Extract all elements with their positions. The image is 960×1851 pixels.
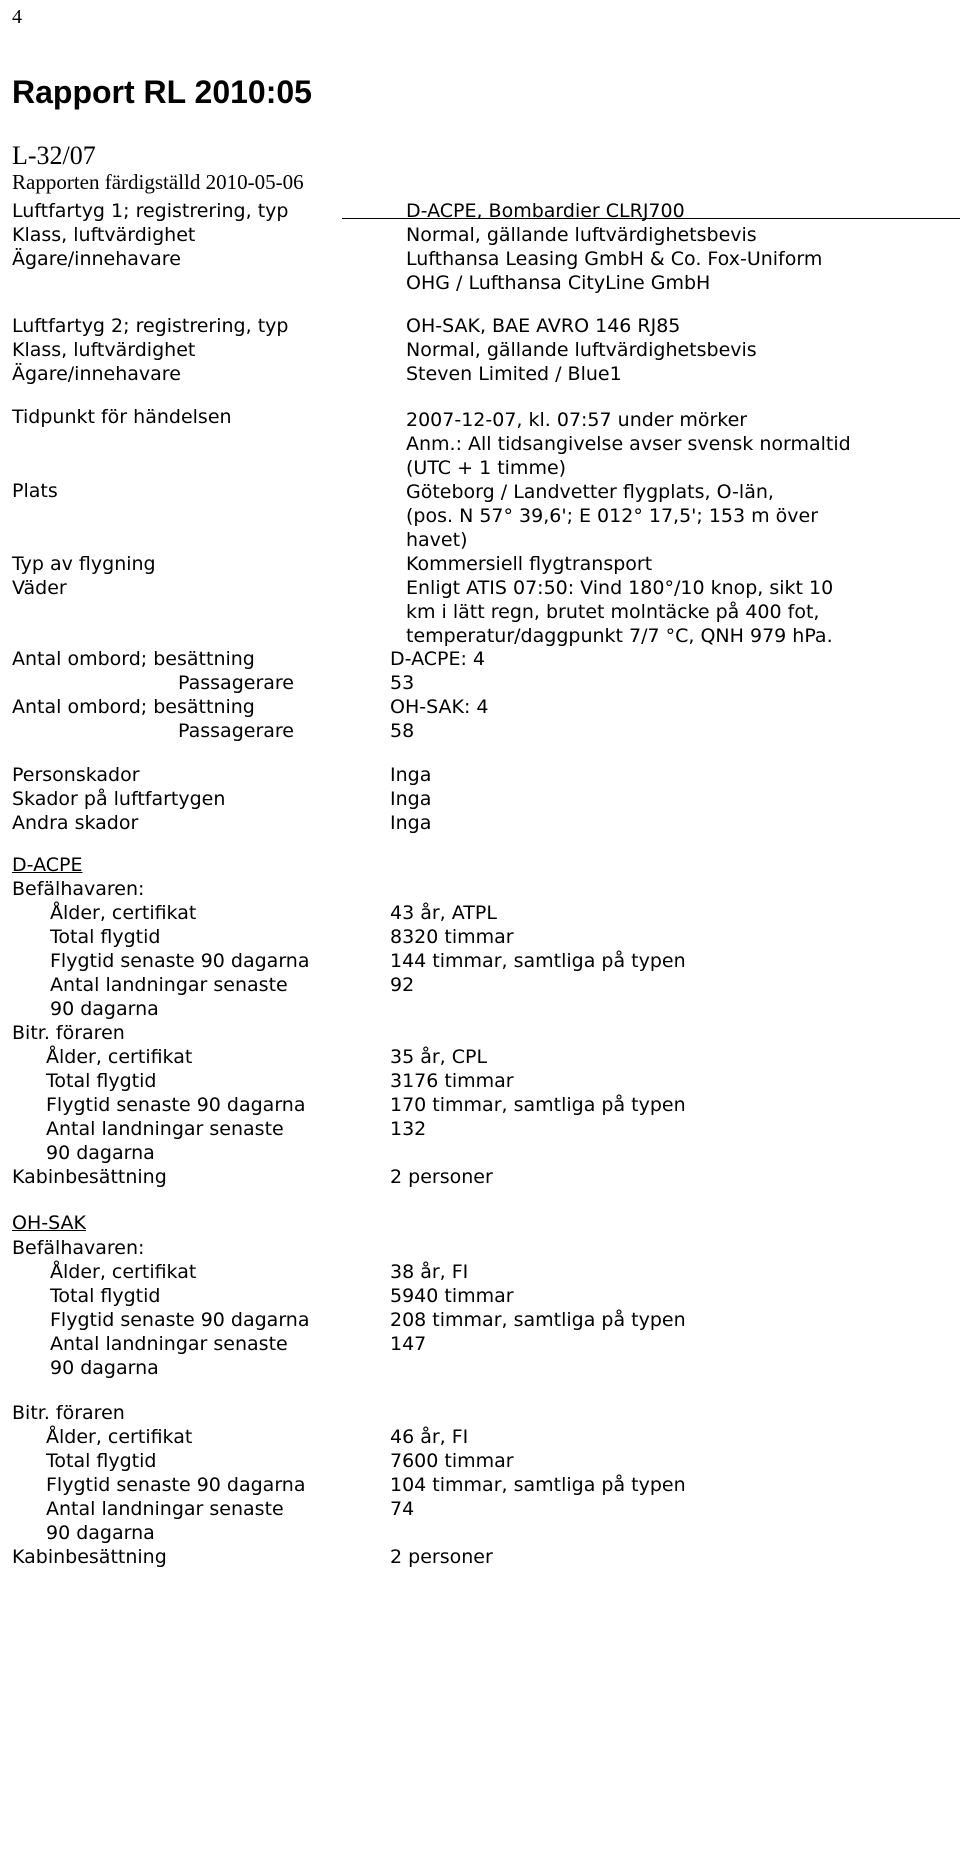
other-damage-label: Andra skador	[12, 812, 139, 834]
onboard-sak-passengers-label: Passagerare	[178, 720, 294, 742]
sak-commander-total-label: Total flygtid	[50, 1285, 161, 1307]
acpe-cabin-label: Kabinbesättning	[12, 1166, 167, 1188]
sak-commander-landings-label-1: Antal landningar senaste	[50, 1333, 288, 1355]
injuries-label: Personskador	[12, 764, 140, 786]
weather-value-3: temperatur/daggpunkt 7/7 °C, QNH 979 hPa.	[406, 625, 833, 647]
acpe-copilot-total: 3176 timmar	[390, 1070, 514, 1092]
aircraft2-owner-value: Steven Limited / Blue1	[406, 363, 622, 385]
completion-date: Rapporten färdigställd 2010-05-06	[12, 170, 304, 194]
aircraft2-reg-value: OH-SAK, BAE AVRO 146 RJ85	[406, 315, 681, 337]
sak-commander-heading: Befälhavaren:	[12, 1237, 145, 1259]
sak-commander-landings-label-2: 90 dagarna	[50, 1357, 159, 1379]
sak-commander-age-label: Ålder, certifikat	[50, 1261, 197, 1283]
onboard-sak-crew: OH-SAK: 4	[390, 696, 489, 718]
sak-copilot-age-label: Ålder, certifikat	[46, 1426, 193, 1448]
event-time-label: Tidpunkt för händelsen	[12, 406, 232, 428]
aircraft1-reg-label: Luftfartyg 1; registrering, typ	[12, 200, 289, 222]
onboard-acpe-crew: D-ACPE: 4	[390, 648, 485, 670]
acpe-commander-age: 43 år, ATPL	[390, 902, 497, 924]
flight-type-label: Typ av flygning	[12, 553, 156, 575]
acpe-heading: D-ACPE	[12, 854, 83, 876]
sak-heading: OH-SAK	[12, 1212, 86, 1234]
event-time-note-2: (UTC + 1 timme)	[406, 457, 567, 479]
aircraft1-reg-value: D-ACPE, Bombardier CLRJ700	[406, 200, 685, 222]
acpe-copilot-age: 35 år, CPL	[390, 1046, 488, 1068]
aircraft-damage-value: Inga	[390, 788, 432, 810]
acpe-commander-total: 8320 timmar	[390, 926, 514, 948]
event-time-value: 2007-12-07, kl. 07:57 under mörker	[406, 409, 748, 431]
acpe-copilot-landings-label-2: 90 dagarna	[46, 1142, 155, 1164]
aircraft-damage-label: Skador på luftfartygen	[12, 788, 226, 810]
place-value-2: (pos. N 57° 39,6'; E 012° 17,5'; 153 m över	[406, 505, 819, 527]
sak-copilot-90: 104 timmar, samtliga på typen	[390, 1474, 686, 1496]
acpe-commander-landings-label-2: 90 dagarna	[50, 998, 159, 1020]
injuries-value: Inga	[390, 764, 432, 786]
case-number: L-32/07	[12, 141, 96, 170]
sak-cabin-value: 2 personer	[390, 1546, 493, 1568]
acpe-cabin-value: 2 personer	[390, 1166, 493, 1188]
sak-commander-landings: 147	[390, 1333, 427, 1355]
acpe-commander-landings: 92	[390, 974, 415, 996]
acpe-copilot-heading: Bitr. föraren	[12, 1022, 125, 1044]
acpe-commander-90-label: Flygtid senaste 90 dagarna	[50, 950, 310, 972]
sak-copilot-90-label: Flygtid senaste 90 dagarna	[46, 1474, 306, 1496]
aircraft1-owner-label: Ägare/innehavare	[12, 248, 181, 270]
sak-commander-age: 38 år, FI	[390, 1261, 469, 1283]
acpe-commander-landings-label-1: Antal landningar senaste	[50, 974, 288, 996]
aircraft1-class-value: Normal, gällande luftvärdighetsbevis	[406, 224, 757, 246]
acpe-commander-age-label: Ålder, certifikat	[50, 902, 197, 924]
aircraft1-owner-value-1: Lufthansa Leasing GmbH & Co. Fox-Uniform	[406, 248, 823, 270]
onboard-sak-label: Antal ombord; besättning	[12, 696, 255, 718]
acpe-commander-heading: Befälhavaren:	[12, 878, 145, 900]
other-damage-value: Inga	[390, 812, 432, 834]
aircraft2-reg-label: Luftfartyg 2; registrering, typ	[12, 315, 289, 337]
acpe-copilot-90-label: Flygtid senaste 90 dagarna	[46, 1094, 306, 1116]
sak-cabin-label: Kabinbesättning	[12, 1546, 167, 1568]
sak-commander-total: 5940 timmar	[390, 1285, 514, 1307]
flight-type-value: Kommersiell flygtransport	[406, 553, 653, 575]
place-value-1: Göteborg / Landvetter flygplats, O-län,	[406, 481, 774, 503]
sak-commander-90-label: Flygtid senaste 90 dagarna	[50, 1309, 310, 1331]
onboard-acpe-passengers: 53	[390, 672, 415, 694]
place-label: Plats	[12, 480, 58, 502]
sak-copilot-landings: 74	[390, 1498, 415, 1520]
place-value-3: havet)	[406, 529, 468, 551]
sak-copilot-landings-label-1: Antal landningar senaste	[46, 1498, 284, 1520]
sak-copilot-total: 7600 timmar	[390, 1450, 514, 1472]
weather-value-1: Enligt ATIS 07:50: Vind 180°/10 knop, sikt 10	[406, 577, 834, 599]
onboard-acpe-label: Antal ombord; besättning	[12, 648, 255, 670]
aircraft2-owner-label: Ägare/innehavare	[12, 363, 181, 385]
aircraft1-class-label: Klass, luftvärdighet	[12, 224, 196, 246]
aircraft2-class-label: Klass, luftvärdighet	[12, 339, 196, 361]
onboard-sak-passengers: 58	[390, 720, 415, 742]
acpe-commander-total-label: Total flygtid	[50, 926, 161, 948]
aircraft2-class-value: Normal, gällande luftvärdighetsbevis	[406, 339, 757, 361]
sak-copilot-heading: Bitr. föraren	[12, 1402, 125, 1424]
acpe-copilot-landings: 132	[390, 1118, 427, 1140]
acpe-copilot-total-label: Total flygtid	[46, 1070, 157, 1092]
acpe-copilot-age-label: Ålder, certifikat	[46, 1046, 193, 1068]
report-title: Rapport RL 2010:05	[12, 74, 312, 110]
sak-copilot-landings-label-2: 90 dagarna	[46, 1522, 155, 1544]
aircraft1-owner-value-2: OHG / Lufthansa CityLine GmbH	[406, 272, 711, 294]
weather-value-2: km i lätt regn, brutet molntäcke på 400 fot,	[406, 601, 820, 623]
page-number: 4	[12, 6, 22, 28]
sak-copilot-total-label: Total flygtid	[46, 1450, 157, 1472]
sak-commander-90: 208 timmar, samtliga på typen	[390, 1309, 686, 1331]
acpe-copilot-landings-label-1: Antal landningar senaste	[46, 1118, 284, 1140]
sak-copilot-age: 46 år, FI	[390, 1426, 469, 1448]
weather-label: Väder	[12, 577, 67, 599]
acpe-copilot-90: 170 timmar, samtliga på typen	[390, 1094, 686, 1116]
event-time-note-1: Anm.: All tidsangivelse avser svensk normaltid	[406, 433, 851, 455]
acpe-commander-90: 144 timmar, samtliga på typen	[390, 950, 686, 972]
onboard-acpe-passengers-label: Passagerare	[178, 672, 294, 694]
